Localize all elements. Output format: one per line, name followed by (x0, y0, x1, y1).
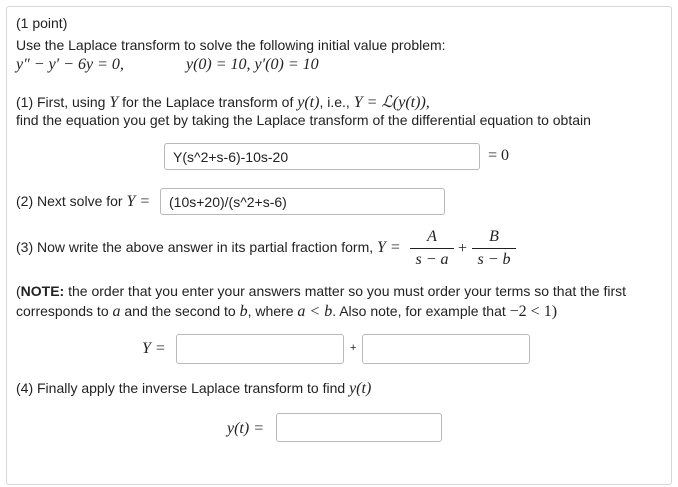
equals-zero-label: = 0 (488, 147, 510, 164)
part2-prefix: (2) Next solve for (16, 193, 123, 209)
note-example: −2 < 1) (509, 303, 558, 320)
partial-fraction-A (410, 228, 454, 269)
note-text2b: and the second to (124, 303, 236, 319)
partial-term1-input[interactable] (176, 334, 344, 364)
frac2-denominator: s − b (477, 251, 511, 268)
solve-for-Y-input[interactable] (160, 188, 445, 215)
note-condition: a < b (297, 303, 333, 320)
note-line2 (16, 303, 557, 321)
note-b: b (239, 303, 248, 320)
problem-intro: Use the Laplace transform to solve the following initial value problem: (16, 37, 446, 53)
part2-label (16, 193, 150, 211)
fraction-plus: + (458, 240, 468, 257)
note-a: a (112, 303, 121, 320)
initial-conditions: y(0) = 10, y′(0) = 10 (186, 56, 319, 73)
note-text2c: , where (247, 303, 294, 319)
note-text2d: . Also note, for example that (332, 303, 506, 319)
part1-laplace-def: Y = ℒ(y(t)), (353, 94, 430, 111)
part3-var: Y = (377, 239, 401, 256)
note-text2a: corresponds to (16, 303, 109, 319)
partial-fraction-B (472, 228, 516, 269)
partial-plus: + (350, 342, 357, 354)
part1-yt: y(t) (297, 94, 320, 111)
frac2-bar (472, 248, 516, 249)
part3-label (16, 239, 401, 257)
part4-prefix: (4) Finally apply the inverse Laplace transform to find (16, 380, 346, 396)
part1-prefix: (1) First, using (16, 94, 106, 110)
points-label: (1 point) (16, 15, 68, 31)
part1-mid: for the Laplace transform of (122, 94, 294, 110)
ode-equation: y″ − y′ − 6y = 0, (16, 56, 124, 73)
frac1-denominator: s − a (415, 251, 449, 268)
part1-line2: find the equation you get by taking the Laplace transform of the differential equation to obtain (16, 112, 591, 128)
part2-var: Y = (126, 193, 151, 210)
transformed-equation-input[interactable] (164, 143, 480, 170)
part1-ie: , i.e., (319, 94, 350, 110)
note-open-paren: ( (16, 283, 21, 299)
note-line1 (16, 283, 626, 299)
part4-label (16, 380, 371, 398)
part1-line1 (16, 92, 430, 112)
frac1-bar (410, 248, 454, 249)
inverse-laplace-input[interactable] (276, 413, 442, 442)
note-bold-label: NOTE: (20, 283, 65, 299)
partial-Y-label: Y = (142, 340, 166, 357)
part3-prefix: (3) Now write the above answer in its partial fraction form, (16, 239, 374, 255)
yt-label: y(t) = (227, 420, 264, 437)
note-text1: the order that you enter your answers matter so you must order your terms so that the first (64, 283, 627, 299)
partial-term2-input[interactable] (362, 334, 530, 364)
part1-var: Y (109, 94, 119, 111)
part4-yt: y(t) (349, 380, 372, 397)
frac1-numerator: A (427, 228, 437, 245)
frac2-numerator: B (489, 228, 499, 245)
